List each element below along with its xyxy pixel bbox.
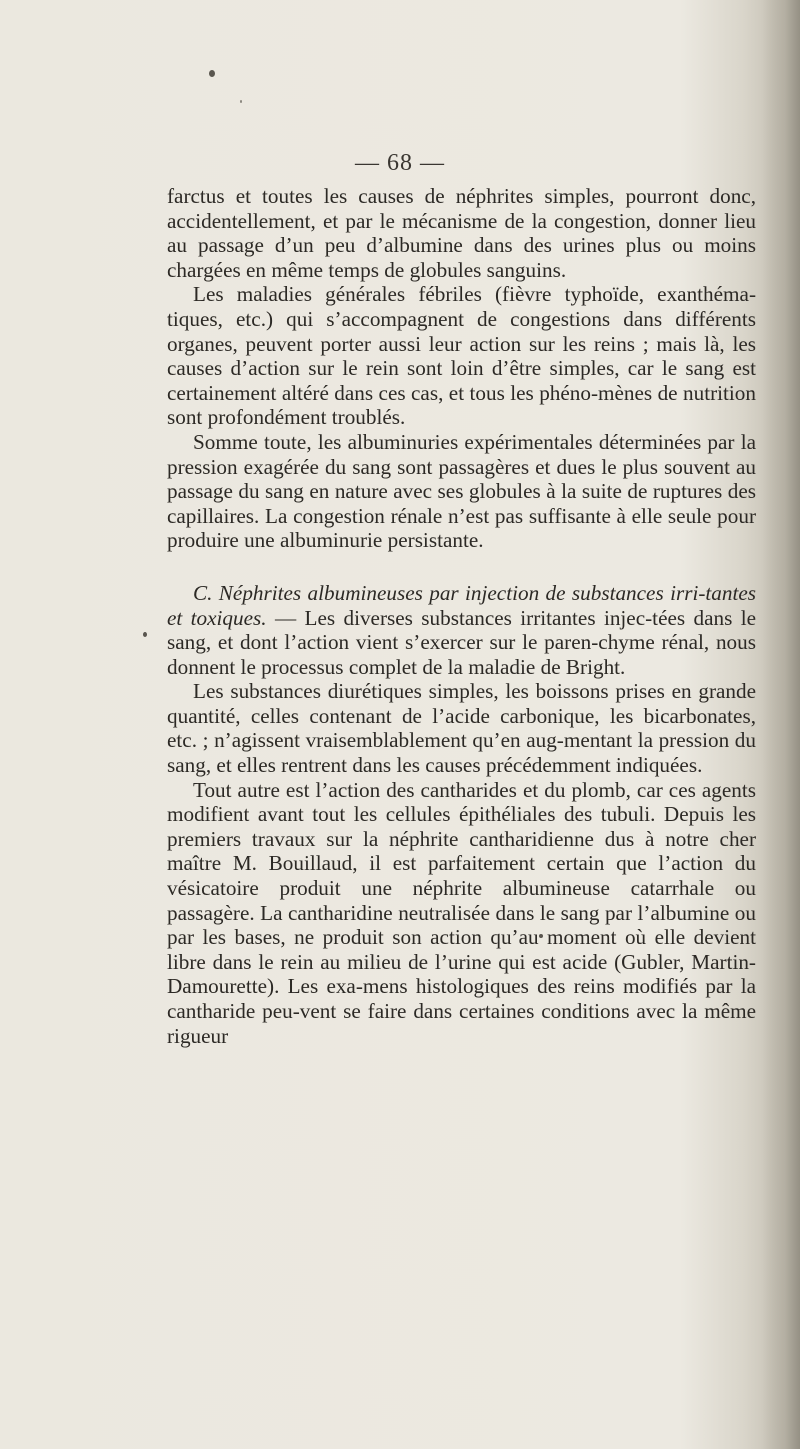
- ink-speck: [240, 100, 242, 103]
- page-edge-shadow: [762, 0, 800, 1449]
- paragraph-3: Somme toute, les albuminuries expérimentales déterminées par la pression exagérée du sang sont passagères et dues le plus souvent au passage du sang en nature avec ses globules à la suite de ruptures des capillaires. La congestion rénale n’est pas suffisante à elle seule pour produire une albuminurie persistante.: [167, 429, 756, 553]
- paragraph-5: Les substances diurétiques simples, les boissons prises en grande quantité, celles contenant de l’acide carbonique, les bicarbonates, etc. ; n’agissent vraisemblablement qu’en aug-mentant la pression du sang, et elles rentrent dans les causes précédemment indiquées.: [167, 679, 756, 778]
- section-c-text: — Les diverses substances irritantes injec-tées dans le sang, et dont l’action vient s’exercer sur le paren-chyme rénal, nous donnent le processus complet de la maladie de Bright.: [167, 605, 756, 679]
- paragraph-1: farctus et toutes les causes de néphrites simples, pourront donc, accidentellement, et par le mécanisme de la congestion, donner lieu au passage d’un peu d’albumine dans des urines plus ou moins chargées en même temps de globules sanguins.: [167, 184, 756, 282]
- ink-speck: [143, 632, 147, 637]
- ink-speck: [209, 70, 215, 77]
- paragraph-6: Tout autre est l’action des cantharides et du plomb, car ces agents modifient avant tout les cellules épithéliales des tubuli. Depuis les premiers travaux sur la néphrite cantharidienne dus à notre cher maître M. Bouillaud, il est parfaitement certain que l’action du vésicatoire produit une néphrite albumineuse catarrhale ou passagère. La cantharidine neutralisée dans le sang par l’albumine ou par les bases, ne produit son action qu’au moment où elle devient libre dans le rein au milieu de l’urine qui est acide (Gubler, Martin-Damourette). Les exa-mens histologiques des reins modifiés par la cantharide peu-vent se faire dans certaines conditions avec la même rigueur: [167, 777, 756, 1048]
- paragraph-2: Les maladies générales fébriles (fièvre typhoïde, exanthéma-tiques, etc.) qui s’accompagnent de congestions dans différents organes, peuvent porter aussi leur action sur les reins ; mais là, les causes d’action sur le rein sont loin d’être simples, car le sang est certainement altéré dans ces cas, et tous les phéno-mènes de nutrition sont profondément troublés.: [167, 282, 756, 430]
- section-c-heading: C. Néphrites albumineuses par injection de substances irri-tantes et toxiques.: [167, 580, 756, 630]
- section-c-paragraph: [167, 581, 756, 679]
- body-text: [167, 184, 756, 1048]
- page-number: — 68 —: [355, 150, 445, 176]
